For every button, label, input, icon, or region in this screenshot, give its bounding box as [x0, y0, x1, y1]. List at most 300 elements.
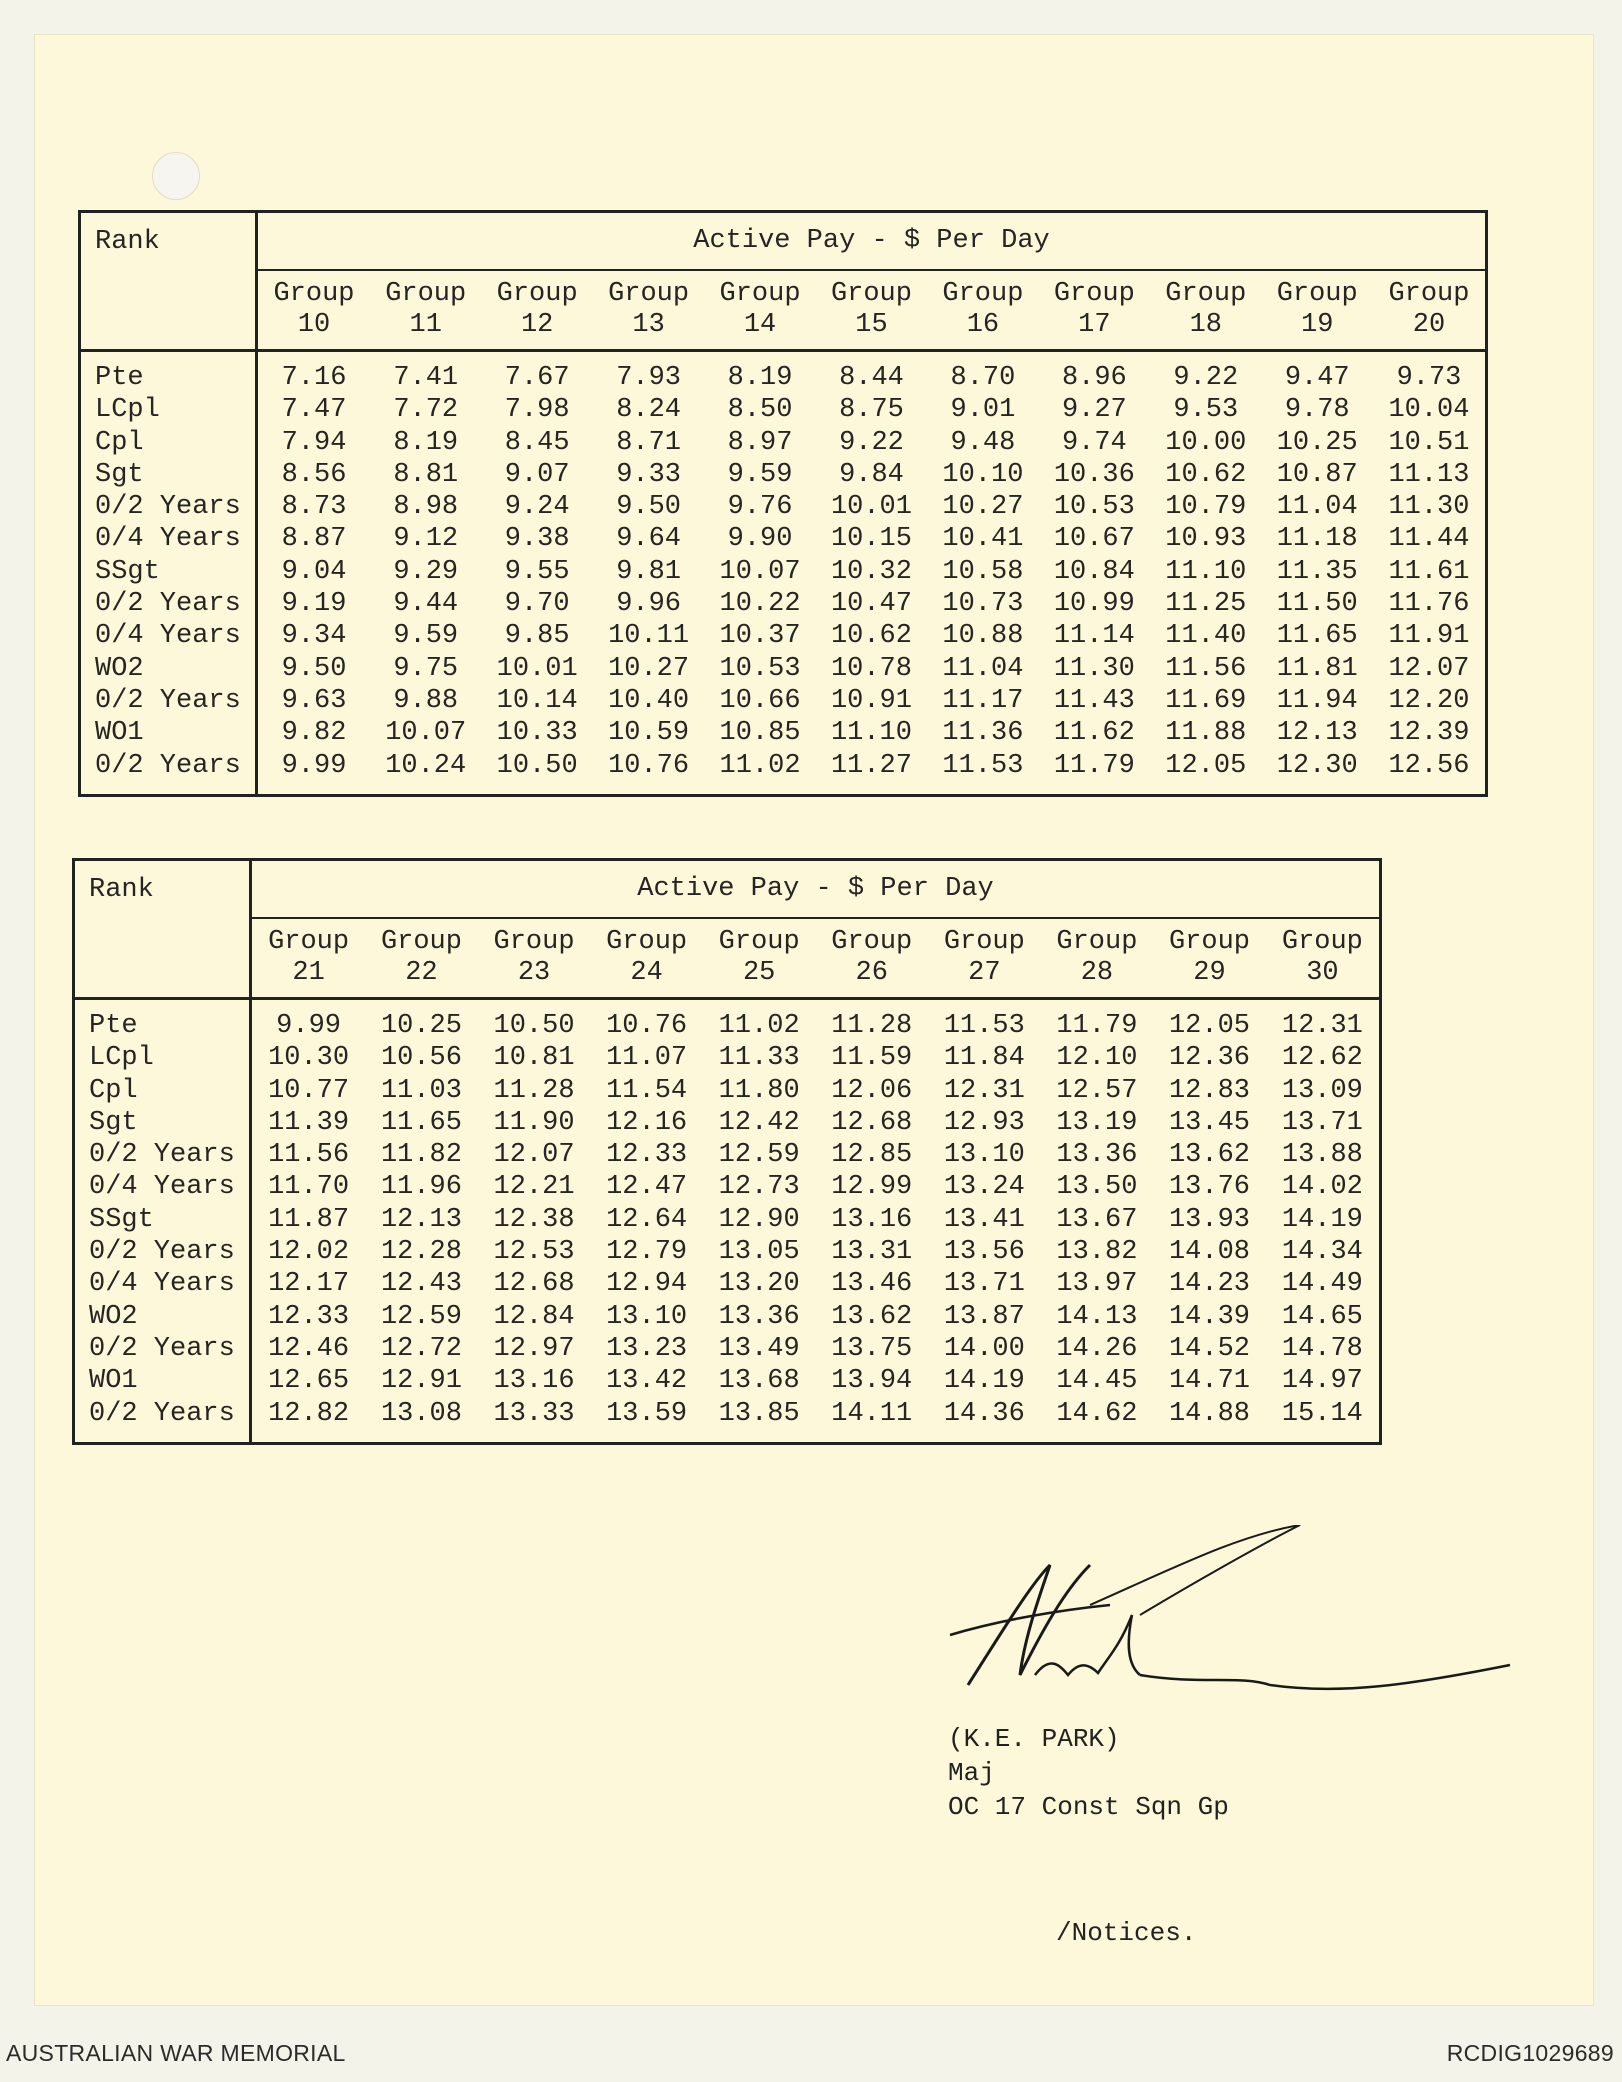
pay-cell: 13.93	[1168, 1204, 1250, 1235]
pay-cell: 10.40	[608, 685, 690, 716]
pay-cell: 13.88	[1281, 1140, 1363, 1171]
pay-cell: 12.53	[493, 1237, 575, 1268]
group-header	[1039, 270, 1150, 351]
pay-cell: 11.53	[942, 750, 1024, 781]
footer-source: AUSTRALIAN WAR MEMORIAL	[6, 2040, 346, 2066]
pay-cell: 13.36	[718, 1301, 800, 1332]
pay-cell: 11.25	[1165, 589, 1247, 620]
group-header	[257, 270, 371, 351]
pay-cell: 14.19	[943, 1366, 1025, 1397]
group-number: 28	[1080, 957, 1114, 988]
table-row	[74, 1139, 1381, 1171]
pay-cell: 11.65	[380, 1107, 462, 1138]
pay-cell: 9.48	[950, 427, 1016, 458]
pay-cell: 11.39	[268, 1107, 350, 1138]
pay-cell: 11.30	[1388, 492, 1470, 523]
pay-cell: 14.65	[1281, 1301, 1363, 1332]
pay-cell: 13.20	[718, 1269, 800, 1300]
table-row	[80, 717, 1487, 749]
pay-cell: 11.96	[380, 1172, 462, 1203]
group-header-row	[74, 918, 1381, 999]
rank-cell: 0/2 Years	[74, 1398, 251, 1444]
pay-cell: 12.72	[380, 1333, 462, 1364]
pay-cell: 8.44	[839, 363, 904, 393]
pay-cell: 14.19	[1281, 1204, 1363, 1235]
pay-cell: 11.10	[830, 718, 912, 749]
group-number: 29	[1193, 957, 1226, 988]
group-header	[251, 918, 366, 999]
pay-cell: 11.36	[942, 718, 1024, 749]
pay-cell: 12.90	[718, 1204, 800, 1235]
pay-cell: 12.20	[1388, 685, 1470, 716]
pay-cell: 14.49	[1281, 1269, 1363, 1300]
pay-cell: 10.91	[830, 685, 912, 716]
pay-cell: 9.85	[504, 621, 570, 652]
pay-cell: 7.47	[281, 395, 347, 426]
pay-cell: 11.14	[1053, 621, 1135, 652]
pay-cell: 11.43	[1053, 685, 1135, 716]
pay-cell: 11.17	[942, 685, 1024, 716]
pay-cell: 10.62	[830, 621, 912, 652]
table-row	[80, 685, 1487, 717]
pay-cell: 11.04	[1276, 492, 1358, 523]
pay-cell: 10.66	[719, 685, 801, 716]
pay-cell: 11.79	[1053, 750, 1135, 781]
pay-cell: 9.53	[1173, 395, 1239, 426]
pay-cell: 10.10	[942, 459, 1024, 490]
pay-cell: 13.45	[1168, 1107, 1250, 1138]
pay-cell: 13.31	[831, 1237, 913, 1268]
pay-cell: 11.87	[268, 1204, 350, 1235]
table-row	[74, 1042, 1381, 1074]
table-row	[74, 1365, 1381, 1397]
rank-cell: 0/4 Years	[74, 1171, 251, 1203]
group-number: 14	[743, 309, 777, 340]
rank-cell: LCpl	[80, 394, 257, 426]
pay-cell: 11.61	[1388, 556, 1470, 587]
pay-cell: 11.76	[1388, 589, 1470, 620]
rank-cell: 0/2 Years	[80, 588, 257, 620]
pay-cell: 10.50	[496, 750, 578, 781]
pay-cell: 11.35	[1276, 556, 1358, 587]
group-header	[1150, 270, 1261, 351]
table-row	[74, 1301, 1381, 1333]
group-label: Group	[273, 278, 355, 309]
pay-cell: 11.91	[1388, 621, 1470, 652]
pay-cell: 9.04	[281, 556, 347, 587]
pay-table-header	[80, 212, 1487, 351]
pay-cell: 13.82	[1056, 1237, 1138, 1268]
notices-note: /Notices.	[1056, 1918, 1197, 1948]
pay-cell: 10.53	[1053, 492, 1135, 523]
pay-cell: 14.36	[943, 1398, 1025, 1429]
pay-cell: 13.94	[831, 1366, 913, 1397]
group-label: Group	[1388, 278, 1470, 309]
pay-cell: 12.97	[493, 1333, 575, 1364]
pay-cell: 12.33	[268, 1301, 350, 1332]
pay-cell: 10.99	[1053, 589, 1135, 620]
pay-cell: 12.83	[1168, 1075, 1250, 1106]
pay-cell: 10.51	[1388, 427, 1470, 458]
group-number: 23	[517, 957, 551, 988]
rank-cell: 0/4 Years	[80, 620, 257, 652]
pay-cell: 11.62	[1053, 718, 1135, 749]
pay-cell: 15.14	[1281, 1398, 1363, 1429]
pay-cell: 10.73	[942, 589, 1024, 620]
pay-cell: 12.68	[831, 1107, 913, 1138]
pay-cell: 13.19	[1056, 1107, 1138, 1138]
pay-cell: 12.36	[1168, 1043, 1250, 1074]
group-label: Group	[943, 926, 1025, 957]
group-number: 26	[855, 957, 888, 988]
pay-cell: 10.85	[719, 718, 801, 749]
pay-cell: 9.78	[1284, 395, 1350, 426]
pay-cell: 10.24	[385, 750, 467, 781]
rank-cell: Cpl	[74, 1075, 251, 1107]
rank-cell: 0/2 Years	[80, 750, 257, 796]
pay-cell: 10.27	[608, 653, 690, 684]
pay-cell: 14.34	[1281, 1237, 1363, 1268]
pay-cell: 11.50	[1276, 589, 1358, 620]
group-number: 30	[1306, 957, 1339, 988]
pay-cell: 12.16	[606, 1107, 688, 1138]
table-row	[80, 491, 1487, 523]
pay-cell: 12.02	[268, 1237, 350, 1268]
pay-table-body	[74, 999, 1381, 1444]
pay-cell: 9.88	[393, 685, 459, 716]
table-row	[74, 1398, 1381, 1444]
pay-cell: 9.24	[504, 492, 570, 523]
pay-cell: 12.94	[606, 1269, 688, 1300]
pay-cell: 7.94	[281, 427, 347, 458]
table-row	[80, 459, 1487, 491]
pay-cell: 11.88	[1165, 718, 1247, 749]
table-title: Active Pay - $ Per Day	[251, 860, 1381, 918]
group-number: 17	[1078, 309, 1111, 340]
pay-cell: 10.62	[1165, 459, 1247, 490]
pay-cell: 10.56	[380, 1043, 462, 1074]
group-number: 24	[630, 957, 663, 988]
rank-cell: 0/2 Years	[80, 685, 257, 717]
pay-cell: 13.97	[1056, 1269, 1138, 1300]
pay-cell: 12.62	[1281, 1043, 1363, 1074]
pay-cell: 13.56	[943, 1237, 1025, 1268]
pay-cell: 14.08	[1168, 1237, 1250, 1268]
group-label: Group	[493, 926, 575, 957]
pay-cell: 13.71	[943, 1269, 1025, 1300]
group-number: 16	[966, 309, 1000, 340]
pay-cell: 10.88	[942, 621, 1024, 652]
pay-cell: 12.31	[943, 1075, 1025, 1106]
rank-cell: WO1	[74, 1365, 251, 1397]
rank-header: Rank	[80, 212, 257, 351]
pay-cell: 12.64	[606, 1204, 688, 1235]
pay-cell: 13.49	[718, 1333, 800, 1364]
pay-cell: 13.68	[718, 1366, 800, 1397]
rank-cell: 0/4 Years	[80, 523, 257, 555]
pay-cell: 12.21	[493, 1172, 575, 1203]
pay-cell: 13.05	[718, 1237, 800, 1268]
pay-cell: 12.68	[493, 1269, 575, 1300]
pay-cell: 9.29	[393, 556, 459, 587]
pay-cell: 13.10	[606, 1301, 688, 1332]
pay-cell: 10.87	[1276, 459, 1358, 490]
pay-cell: 13.75	[831, 1333, 913, 1364]
pay-cell: 11.65	[1276, 621, 1358, 652]
pay-cell: 14.45	[1056, 1366, 1138, 1397]
pay-cell: 8.19	[393, 427, 459, 458]
pay-cell: 13.46	[831, 1269, 913, 1300]
pay-cell: 10.79	[1165, 492, 1247, 523]
pay-cell: 11.18	[1276, 524, 1358, 555]
group-label: Group	[1165, 278, 1247, 309]
table-row	[74, 1236, 1381, 1268]
pay-cell: 12.07	[493, 1140, 575, 1171]
rank-cell: WO1	[80, 717, 257, 749]
pay-cell: 9.76	[727, 492, 793, 523]
pay-table-body	[80, 351, 1487, 796]
pay-cell: 11.69	[1165, 685, 1247, 716]
pay-cell: 13.23	[606, 1333, 688, 1364]
pay-cell: 13.41	[943, 1204, 1025, 1235]
pay-cell: 10.76	[606, 1011, 688, 1041]
group-number: 18	[1189, 309, 1222, 340]
pay-cell: 9.22	[839, 427, 904, 458]
pay-cell: 9.96	[616, 589, 681, 620]
pay-cell: 12.05	[1168, 1011, 1250, 1041]
pay-cell: 10.07	[719, 556, 801, 587]
table-row	[80, 556, 1487, 588]
pay-cell: 11.82	[380, 1140, 462, 1171]
table-title: Active Pay - $ Per Day	[257, 212, 1487, 270]
rank-cell: 0/4 Years	[74, 1268, 251, 1300]
rank-cell: Cpl	[80, 427, 257, 459]
pay-cell: 11.03	[380, 1075, 462, 1106]
pay-cell: 8.50	[727, 395, 793, 426]
rank-cell: 0/2 Years	[74, 1333, 251, 1365]
table-row	[80, 750, 1487, 796]
pay-cell: 12.17	[268, 1269, 350, 1300]
pay-cell: 10.58	[942, 556, 1024, 587]
pay-cell: 8.24	[616, 395, 681, 426]
pay-cell: 12.30	[1276, 750, 1358, 781]
pay-cell: 11.70	[268, 1172, 350, 1203]
pay-cell: 13.62	[831, 1301, 913, 1332]
pay-cell: 10.81	[493, 1043, 575, 1074]
pay-cell: 12.47	[606, 1172, 688, 1203]
pay-cell: 8.87	[281, 524, 347, 555]
table-row	[80, 653, 1487, 685]
pay-cell: 9.99	[276, 1011, 341, 1041]
group-label: Group	[1281, 926, 1363, 957]
table-row	[74, 1171, 1381, 1203]
pay-cell: 7.72	[393, 395, 459, 426]
pay-cell: 9.81	[616, 556, 681, 587]
pay-cell: 13.08	[380, 1398, 462, 1429]
group-number: 10	[297, 309, 331, 340]
pay-cell: 8.70	[950, 363, 1016, 393]
pay-cell: 9.55	[504, 556, 570, 587]
pay-cell: 8.98	[393, 492, 459, 523]
pay-cell: 10.07	[385, 718, 467, 749]
pay-cell: 11.10	[1165, 556, 1247, 587]
pay-cell: 9.59	[393, 621, 459, 652]
punch-hole	[152, 152, 200, 200]
pay-cell: 7.93	[616, 363, 681, 393]
pay-cell: 14.00	[943, 1333, 1025, 1364]
group-number: 20	[1412, 309, 1446, 340]
pay-cell: 9.99	[281, 750, 347, 781]
pay-cell: 11.27	[830, 750, 912, 781]
group-label: Group	[496, 278, 578, 309]
rank-cell: Pte	[80, 351, 257, 395]
pay-cell: 8.19	[727, 363, 793, 393]
pay-cell: 9.44	[393, 589, 459, 620]
pay-cell: 13.67	[1056, 1204, 1138, 1235]
pay-cell: 10.00	[1165, 427, 1247, 458]
pay-cell: 11.94	[1276, 685, 1358, 716]
pay-cell: 11.90	[493, 1107, 575, 1138]
pay-cell: 11.81	[1276, 653, 1358, 684]
pay-cell: 12.99	[831, 1172, 913, 1203]
pay-cell: 10.93	[1165, 524, 1247, 555]
pay-cell: 9.74	[1061, 427, 1127, 458]
pay-cell: 10.67	[1053, 524, 1135, 555]
pay-cell: 11.07	[606, 1043, 688, 1074]
pay-cell: 9.38	[504, 524, 570, 555]
rank-cell: 0/2 Years	[74, 1236, 251, 1268]
pay-cell: 11.53	[943, 1011, 1025, 1041]
pay-cell: 12.13	[380, 1204, 462, 1235]
pay-cell: 14.11	[831, 1398, 913, 1429]
group-header	[703, 918, 816, 999]
group-number: 25	[742, 957, 776, 988]
pay-cell: 7.16	[281, 363, 347, 393]
pay-cell: 13.59	[606, 1398, 688, 1429]
signatory-name: (K.E. PARK)	[948, 1724, 1120, 1754]
rank-cell: Pte	[74, 999, 251, 1043]
pay-cell: 13.10	[943, 1140, 1025, 1171]
pay-cell: 10.36	[1053, 459, 1135, 490]
group-label: Group	[1276, 278, 1358, 309]
pay-cell: 14.78	[1281, 1333, 1363, 1364]
pay-cell: 10.47	[830, 589, 912, 620]
table-row	[74, 1268, 1381, 1300]
pay-cell: 9.82	[281, 718, 347, 749]
pay-cell: 14.71	[1168, 1366, 1250, 1397]
pay-cell: 7.67	[504, 363, 570, 393]
rank-cell: 0/2 Years	[80, 491, 257, 523]
pay-cell: 11.79	[1056, 1011, 1138, 1041]
table-row	[74, 1333, 1381, 1365]
pay-cell: 13.50	[1056, 1172, 1138, 1203]
rank-cell: WO2	[74, 1301, 251, 1333]
pay-cell: 12.46	[268, 1333, 350, 1364]
table-row	[74, 1204, 1381, 1236]
group-label: Group	[830, 278, 912, 309]
pay-cell: 10.15	[830, 524, 912, 555]
pay-cell: 10.76	[608, 750, 690, 781]
pay-cell: 12.07	[1388, 653, 1470, 684]
footer-id: RCDIG1029689	[1446, 2040, 1614, 2066]
pay-cell: 11.56	[1165, 653, 1247, 684]
pay-cell: 9.50	[616, 492, 681, 523]
pay-cell: 13.62	[1168, 1140, 1250, 1171]
pay-cell: 10.25	[1276, 427, 1358, 458]
group-header	[928, 918, 1041, 999]
group-header-row	[80, 270, 1487, 351]
pay-cell: 10.14	[496, 685, 578, 716]
pay-cell: 14.13	[1056, 1301, 1138, 1332]
pay-cell: 11.30	[1053, 653, 1135, 684]
pay-cell: 9.01	[950, 395, 1016, 426]
group-label: Group	[831, 926, 913, 957]
group-header	[815, 918, 928, 999]
pay-cell: 9.27	[1061, 395, 1127, 426]
pay-cell: 11.40	[1165, 621, 1247, 652]
pay-cell: 11.44	[1388, 524, 1470, 555]
rank-header: Rank	[74, 860, 251, 999]
group-header	[1041, 918, 1154, 999]
pay-cell: 10.01	[830, 492, 912, 523]
group-number: 13	[632, 309, 665, 340]
pay-cell: 8.96	[1061, 363, 1127, 393]
pay-table-groups-21-30	[72, 858, 1382, 1445]
pay-cell: 12.91	[380, 1366, 462, 1397]
table-row	[80, 620, 1487, 652]
pay-cell: 14.23	[1168, 1269, 1250, 1300]
pay-cell: 12.42	[718, 1107, 800, 1138]
pay-cell: 10.84	[1053, 556, 1135, 587]
pay-cell: 13.33	[493, 1398, 575, 1429]
group-number: 15	[855, 309, 888, 340]
pay-cell: 14.02	[1281, 1172, 1363, 1203]
table-row	[80, 588, 1487, 620]
pay-cell: 14.26	[1056, 1333, 1138, 1364]
signatory-position: OC 17 Const Sqn Gp	[948, 1792, 1229, 1822]
pay-cell: 10.04	[1388, 395, 1470, 426]
group-header	[590, 918, 703, 999]
pay-cell: 7.98	[504, 395, 570, 426]
group-header	[816, 270, 927, 351]
pay-cell: 13.24	[943, 1172, 1025, 1203]
group-label: Group	[1168, 926, 1250, 957]
group-header	[593, 270, 704, 351]
group-header	[704, 270, 815, 351]
pay-cell: 8.56	[281, 459, 347, 490]
group-label: Group	[380, 926, 462, 957]
group-label: Group	[1053, 278, 1135, 309]
pay-cell: 8.73	[281, 492, 347, 523]
pay-cell: 9.34	[281, 621, 347, 652]
table-row	[80, 394, 1487, 426]
pay-table-header	[74, 860, 1381, 999]
table-row	[74, 1075, 1381, 1107]
pay-cell: 10.41	[942, 524, 1024, 555]
pay-cell: 8.45	[504, 427, 570, 458]
pay-cell: 11.28	[493, 1075, 575, 1106]
signatory-rank: Maj	[948, 1758, 995, 1788]
pay-cell: 11.33	[718, 1043, 800, 1074]
pay-cell: 10.53	[719, 653, 801, 684]
group-label: Group	[1056, 926, 1138, 957]
pay-cell: 14.39	[1168, 1301, 1250, 1332]
pay-cell: 13.16	[493, 1366, 575, 1397]
pay-cell: 12.59	[380, 1301, 462, 1332]
pay-cell: 8.97	[727, 427, 793, 458]
group-number: 21	[292, 957, 325, 988]
pay-cell: 13.71	[1281, 1107, 1363, 1138]
